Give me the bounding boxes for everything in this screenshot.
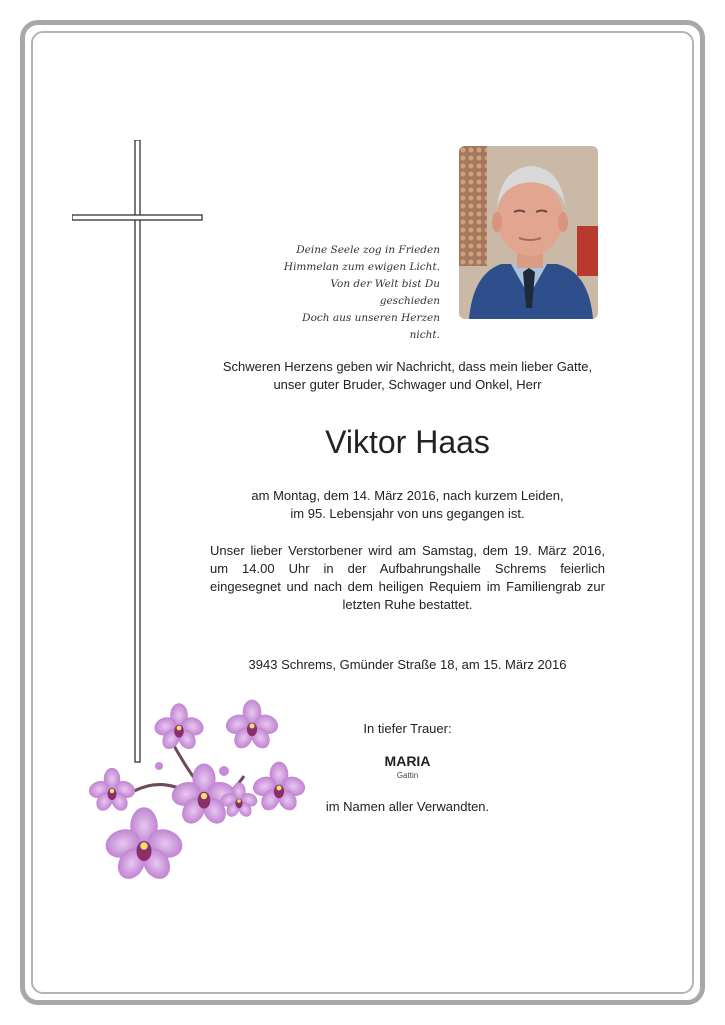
death-notice-line: am Montag, dem 14. März 2016, nach kurzem Leiden, [251, 488, 564, 503]
poem-line: Deine Seele zog in Frieden [296, 244, 440, 256]
funeral-notice: Unser lieber Verstorbener wird am Samstag, dem 19. März 2016, um 14.00 Uhr in der Aufbahrungshalle Schrems feierlich eingesegnet und nach dem heiligen Requiem im Familiengrab zur letzten Ruhe bestattet. [210, 543, 605, 612]
mourning-label: In tiefer Trauer: [363, 721, 452, 736]
death-notice-line: im 95. Lebensjahr von uns gegangen ist. [290, 506, 525, 521]
place-date: 3943 Schrems, Gmünder Straße 18, am 15. März 2016 [248, 657, 567, 672]
deceased-name: Viktor Haas [325, 424, 490, 460]
poem-line: Von der Welt bist Du geschieden [330, 278, 440, 307]
intro-line: unser guter Bruder, Schwager und Onkel, Herr [273, 377, 542, 392]
death-notice [210, 487, 605, 523]
poem [280, 242, 440, 344]
intro-line: Schweren Herzens geben wir Nachricht, dass mein lieber Gatte, [222, 359, 593, 374]
portrait-photo [459, 146, 598, 319]
relatives-line: im Namen aller Verwandten. [325, 799, 490, 814]
orchid-flowers-icon [74, 696, 309, 891]
intro-text [210, 358, 605, 394]
poem-line: Himmelan zum ewigen Licht. [283, 261, 440, 273]
mourner-role: Gattin [396, 771, 419, 780]
mourner-name: MARIA [384, 753, 431, 769]
poem-line: Doch aus unseren Herzen nicht. [302, 312, 440, 341]
cross-icon [72, 140, 204, 765]
